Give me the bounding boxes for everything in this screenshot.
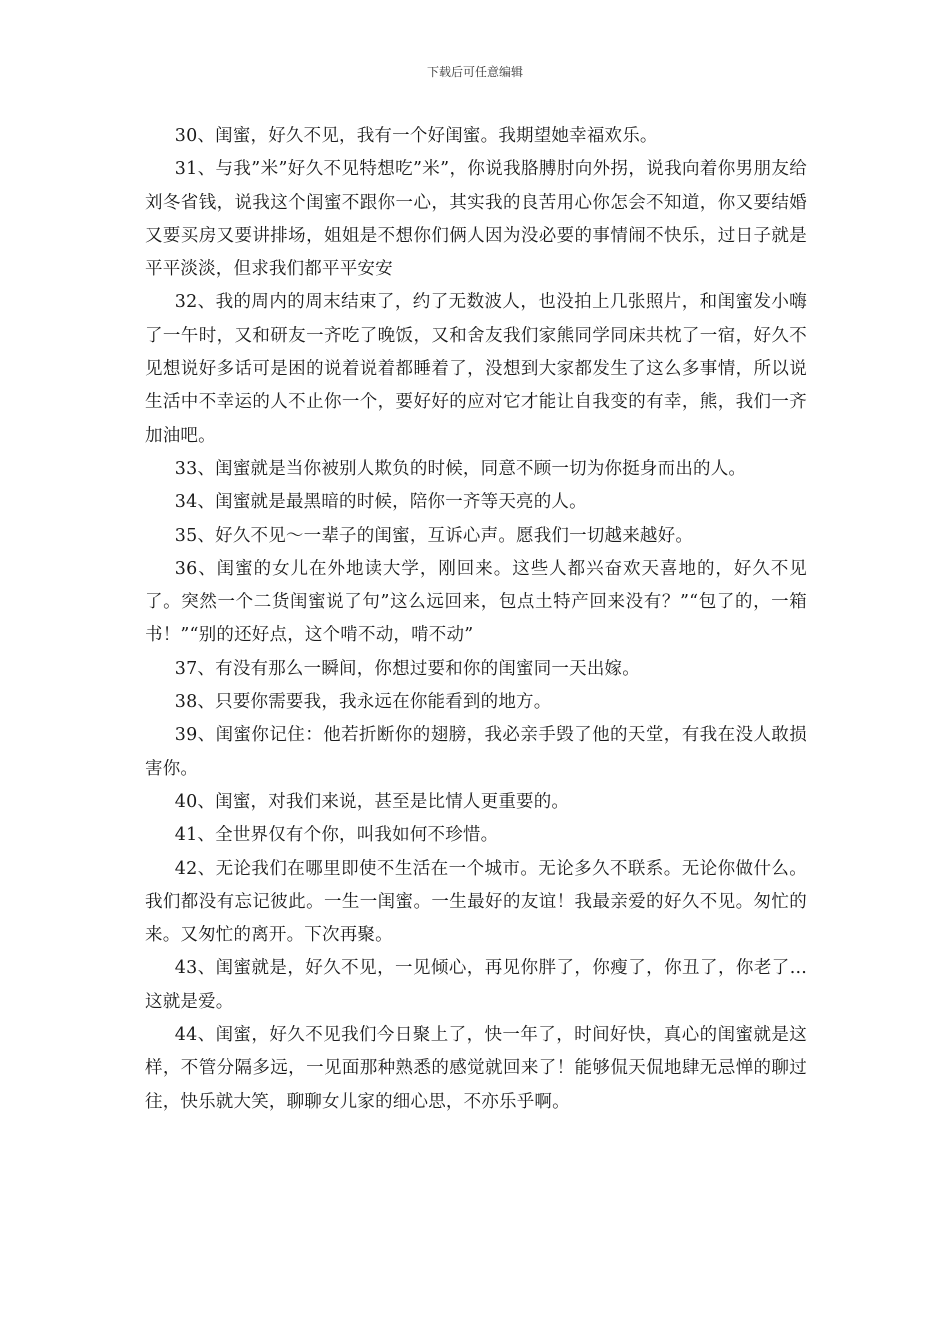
page-header: 下载后可任意编辑: [426, 65, 523, 79]
paragraph-40: 40、闺蜜，对我们来说，甚至是比情人更重要的。: [174, 791, 570, 812]
paragraph-41: 41、全世界仅有个你，叫我如何不珍惜。: [174, 825, 499, 846]
paragraph-33: 33、闺蜜就是当你被别人欺负的时候，同意不顾一切为你挺身而出的人。: [174, 458, 747, 479]
paragraph-36: 36、闺蜜的女儿在外地读大学，刚回来。这些人都兴奋欢天喜地的，好久不见了。突然一个二货闺蜜说了句”这么远回来，包点土特产回来没有？”“包了的，一箱书！”“别的还好点，这个啃不动，啃不动”: [145, 558, 807, 646]
paragraph-43: 43、闺蜜就是，好久不见，一见倾心，再见你胖了，你瘦了，你丑了，你老了...这就是爱。: [145, 958, 807, 1012]
paragraph-34: 34、闺蜜就是最黑暗的时候，陪你一齐等天亮的人。: [174, 492, 587, 513]
paragraph-30: 30、闺蜜，好久不见，我有一个好闺蜜。我期望她幸福欢乐。: [174, 126, 658, 146]
document-body: [145, 120, 807, 1119]
paragraph-42: 42、无论我们在哪里即使不生活在一个城市。无论多久不联系。无论你做什么。我们都没有忘记彼此。一生一闺蜜。一生最好的友谊！我最亲爱的好久不见。匆忙的来。又匆忙的离开。下次再聚。: [145, 858, 807, 946]
paragraph-38: 38、只要你需要我，我永远在你能看到的地方。: [174, 692, 552, 713]
paragraph-37: 37、有没有那么一瞬间，你想过要和你的闺蜜同一天出嫁。: [174, 658, 640, 679]
paragraph-35: 35、好久不见～一辈子的闺蜜，互诉心声。愿我们一切越来越好。: [174, 525, 694, 546]
paragraph-39: 39、闺蜜你记住：他若折断你的翅膀，我必亲手毁了他的天堂，有我在没人敢损害你。: [145, 725, 807, 779]
paragraph-31: 31、与我”米”好久不见特想吃”米”，你说我胳膊肘向外拐，说我向着你男朋友给刘冬省钱，说我这个闺蜜不跟你一心，其实我的良苦用心你怎会不知道，你又要结婚又要买房又要讲排场，姐姐是不想你们俩人因为没必要的事情闹不快乐，过日子就是平平淡淡，但求我们都平平安安: [145, 159, 807, 280]
paragraph-32: 32、我的周内的周末结束了，约了无数波人，也没拍上几张照片，和闺蜜发小嗨了一午时，又和研友一齐吃了晚饭，又和舍友我们家熊同学同床共枕了一宿，好久不见想说好多话可是困的说着说着都睡着了，没想到大家都发生了这么多事情，所以说生活中不幸运的人不止你一个，要好好的应对它才能让自我变的有幸，熊，我们一齐加油吧。: [145, 292, 807, 446]
paragraph-44: 44、闺蜜，好久不见我们今日聚上了，快一年了，时间好快，真心的闺蜜就是这样，不管分隔多远，一见面那种熟悉的感觉就回来了！能够侃天侃地肆无忌惮的聊过往，快乐就大笑，聊聊女儿家的细心思，不亦乐乎啊。: [145, 1025, 807, 1112]
